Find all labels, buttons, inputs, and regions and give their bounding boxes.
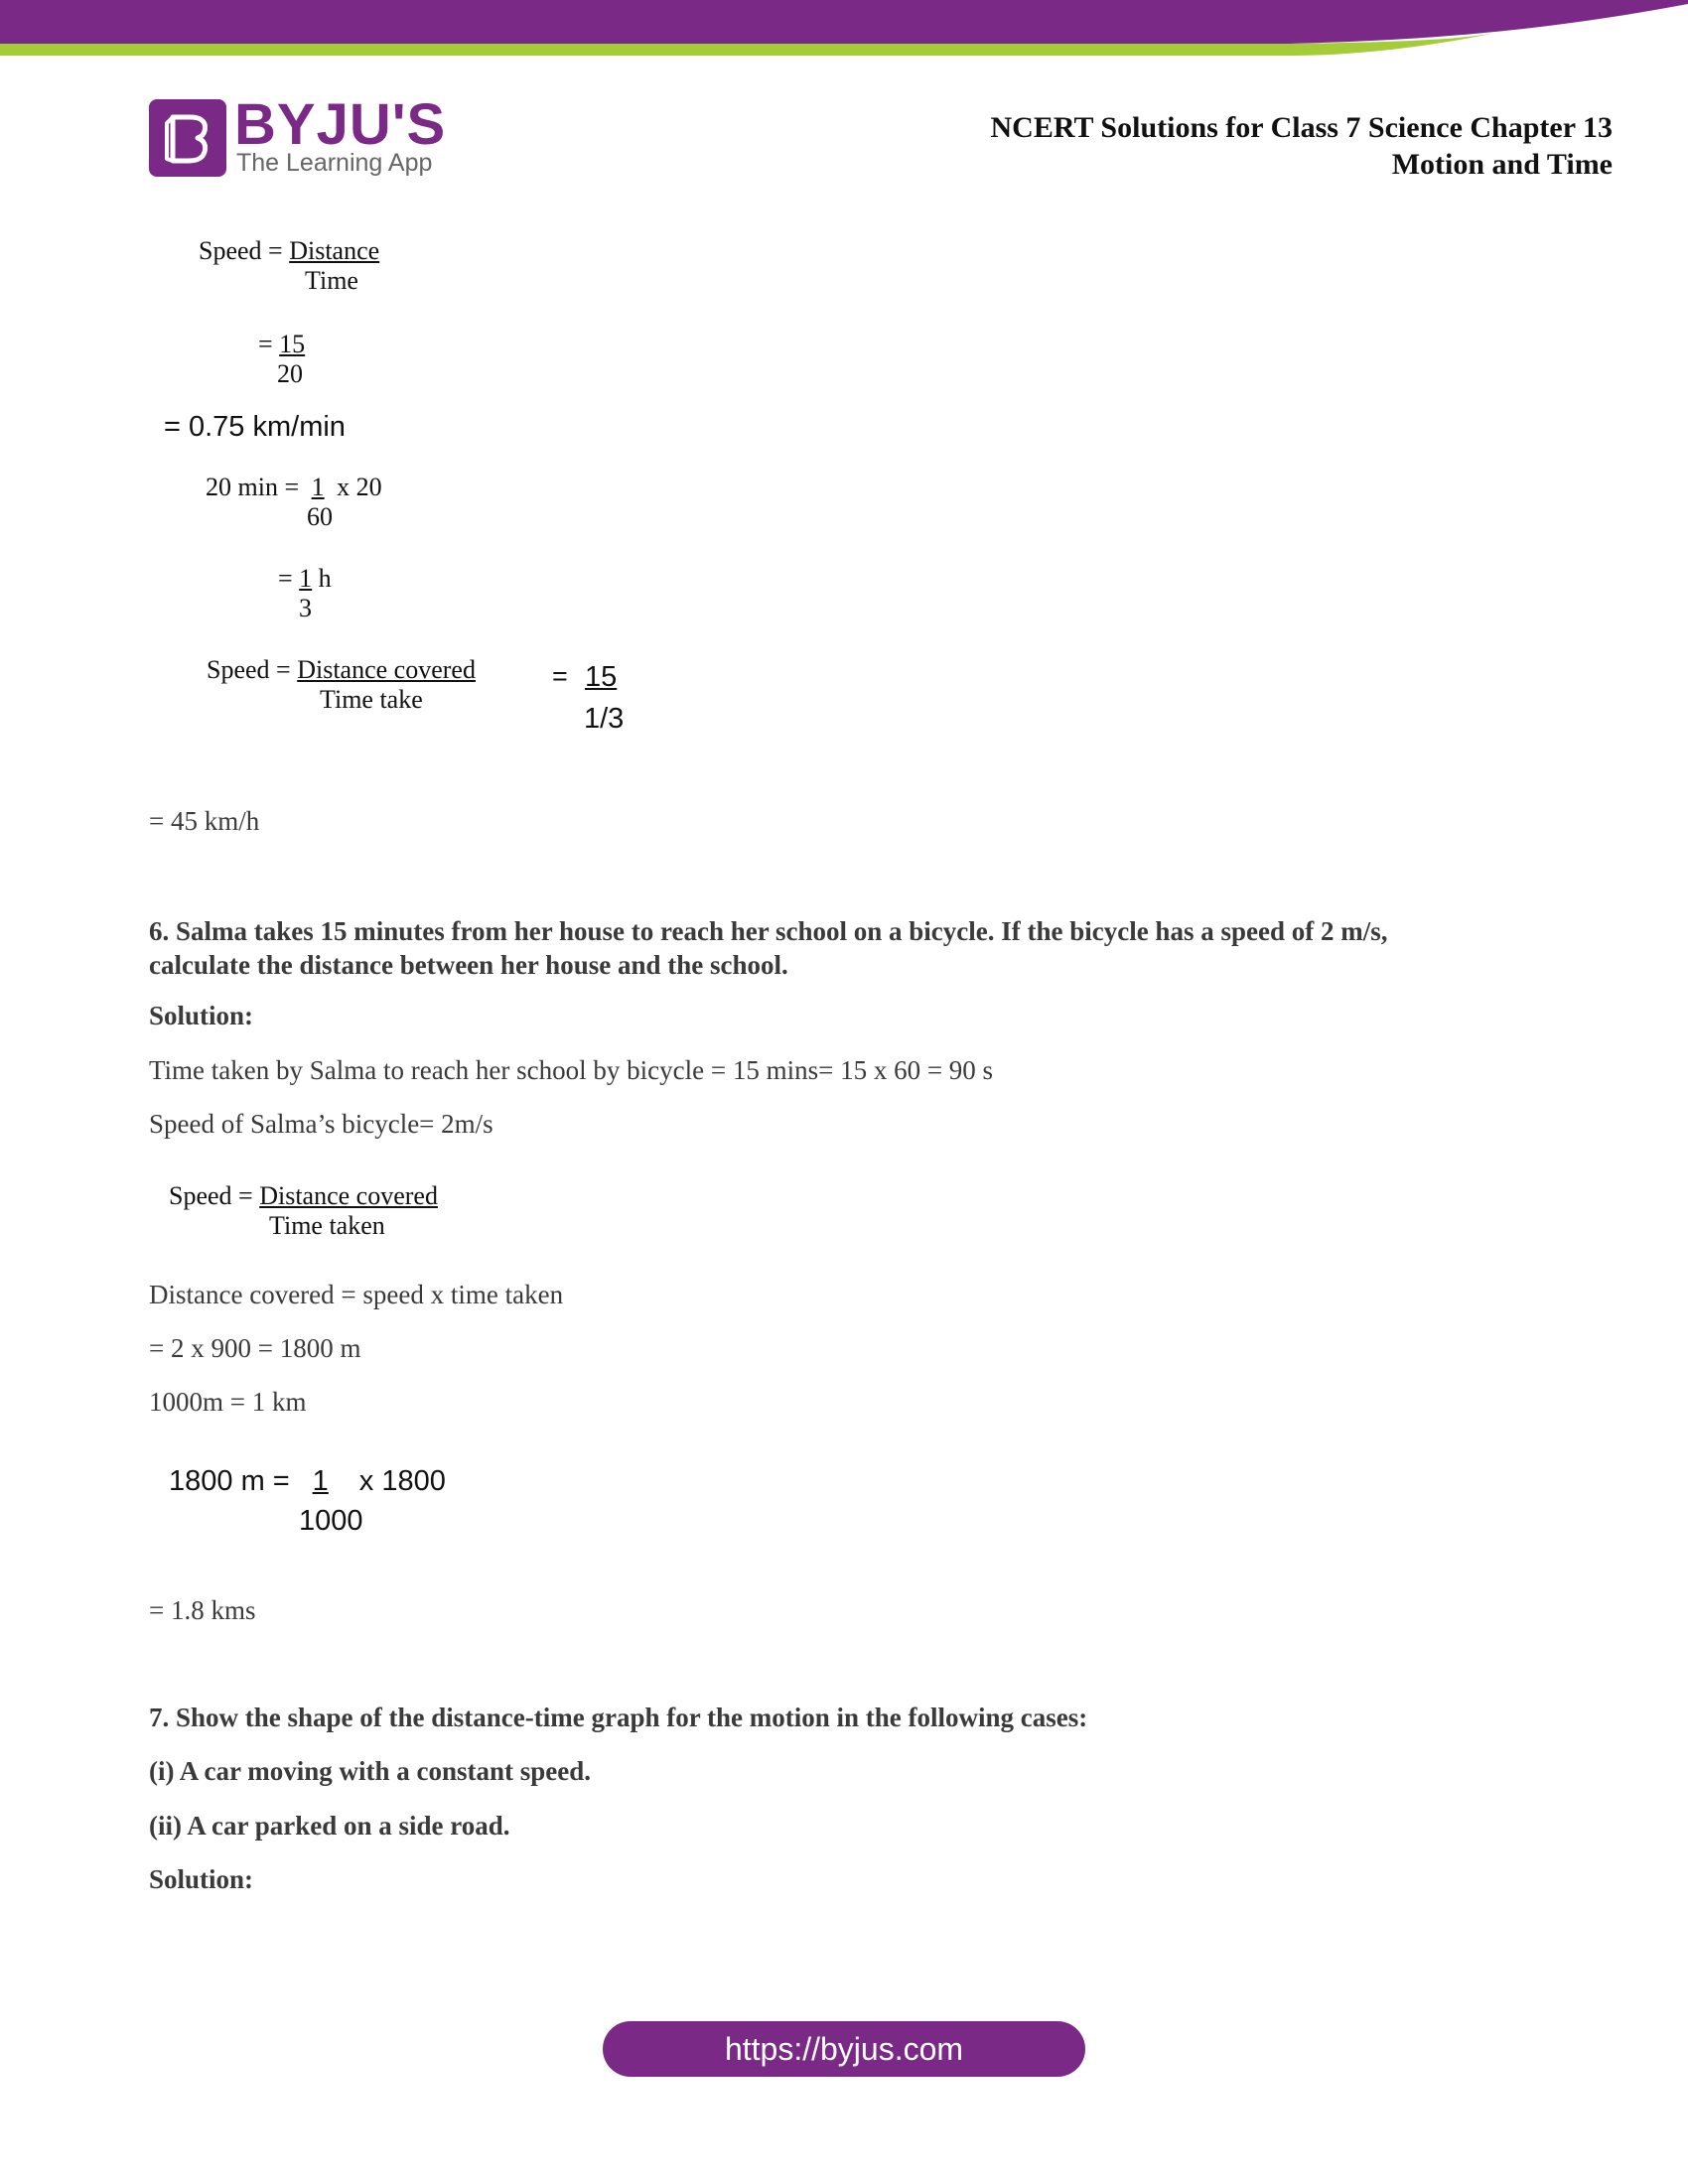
hours-unit: h <box>318 564 332 593</box>
header-title: NCERT Solutions for Class 7 Science Chapter 13 <box>990 111 1613 144</box>
conversion-denominator: 1000 <box>299 1505 363 1537</box>
hours-denominator: 3 <box>299 594 312 622</box>
question-7-case1: (i) A car moving with a constant speed. <box>149 1756 592 1786</box>
logo-mark <box>149 99 226 177</box>
result-distance: = 1.8 kms <box>149 1595 256 1625</box>
formula-label: Speed = <box>169 1181 253 1210</box>
conversion-suffix: x 20 <box>337 473 382 501</box>
formula-speed-covered <box>207 655 476 685</box>
formula-denominator: Time taken <box>269 1211 385 1240</box>
distance-value-line: = 2 x 900 = 1800 m <box>149 1333 361 1363</box>
formula-denominator: Time <box>305 266 358 295</box>
footer-url-link[interactable]: https://byjus.com <box>724 2031 964 2067</box>
brand-name: BYJU'S <box>234 92 447 157</box>
conversion-numerator <box>290 1465 352 1498</box>
solution-label: Solution: <box>149 1864 254 1894</box>
formula-speed-taken <box>169 1181 438 1211</box>
bicycle-speed-line: Speed of Salma’s bicycle= 2m/s <box>149 1109 493 1139</box>
header-band <box>0 0 1688 60</box>
conversion-numerator: 1 <box>311 473 325 501</box>
document-header <box>991 109 1614 183</box>
fraction-15-20 <box>258 330 305 359</box>
conversion-suffix: x 1800 <box>358 1465 446 1497</box>
equals-sign: = <box>258 330 273 358</box>
formula-denominator: Time take <box>320 685 423 714</box>
byjus-logo <box>149 92 447 183</box>
formula-speed <box>199 236 379 266</box>
result-speed: = 45 km/h <box>149 806 260 836</box>
equals-sign: = <box>552 661 568 691</box>
question-7: 7. Show the shape of the distance-time graph for the motion in the following cases: <box>149 1703 1088 1732</box>
question-6-line1: 6. Salma takes 15 minutes from her house to reach her school on a bicycle. If the bicycle has a speed of 2 m/s, <box>149 916 1388 946</box>
formula-numerator: Distance covered <box>259 1181 438 1210</box>
conversion-numerator-text: 1 <box>312 1465 329 1497</box>
brand-tagline: The Learning App <box>236 149 433 177</box>
km-conversion-line: 1000m = 1 km <box>149 1387 307 1417</box>
fraction-numerator: 15 <box>279 330 306 358</box>
hours-fraction <box>278 564 332 594</box>
meter-conversion <box>169 1465 446 1498</box>
distance-formula-line: Distance covered = speed x time taken <box>149 1280 564 1309</box>
logo-b-icon <box>159 109 216 167</box>
minutes-conversion <box>206 473 382 502</box>
formula-numerator: Distance <box>289 236 380 265</box>
hours-numerator: 1 <box>299 564 313 593</box>
conversion-denominator: 60 <box>307 502 333 531</box>
footer-url-badge[interactable] <box>603 2021 1085 2077</box>
question-6-line2: calculate the distance between her house and the school. <box>149 950 788 980</box>
time-taken-line: Time taken by Salma to reach her school by bicycle = 15 mins= 15 x 60 = 90 s <box>149 1055 994 1085</box>
conversion-label: 20 min = <box>206 473 300 501</box>
rhs-numerator: 15 <box>585 661 618 693</box>
formula-label: Speed = <box>199 236 283 265</box>
formula-label: Speed = <box>207 655 291 684</box>
header-subtitle: Motion and Time <box>1391 148 1613 181</box>
fraction-denominator: 20 <box>277 359 303 388</box>
question-7-case2: (ii) A car parked on a side road. <box>149 1811 510 1841</box>
formula-numerator: Distance covered <box>297 655 476 684</box>
rhs-denominator: 1/3 <box>584 703 625 735</box>
conversion-label: 1800 m = <box>169 1465 290 1497</box>
equals-sign: = <box>278 564 293 593</box>
question-6 <box>149 914 1579 982</box>
solution-label: Solution: <box>149 1001 254 1030</box>
speed-km-per-min: = 0.75 km/min <box>164 411 346 443</box>
